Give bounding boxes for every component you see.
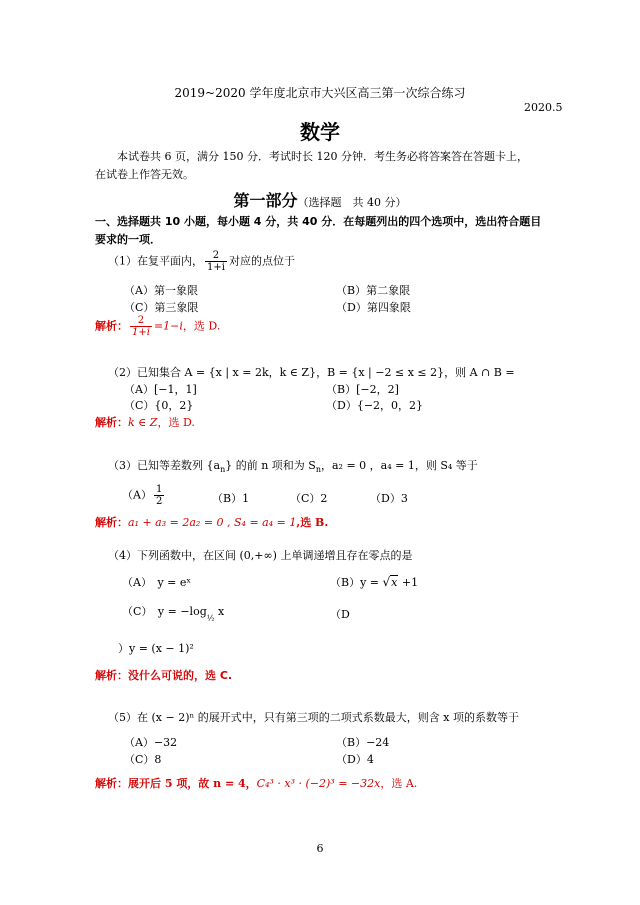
- q5-analysis: 解析：展开后 5 项，故 n = 4，C₄³ · x³ · (−2)³ = −32x，选 A.: [95, 777, 418, 790]
- q1-analysis-fraction: $\frac{2}{1+i}$: [132, 315, 150, 338]
- subject-title: 数学: [300, 120, 340, 144]
- page-number: 6: [316, 842, 324, 855]
- q3-option-b[interactable]: （B）1: [212, 492, 250, 505]
- q5-option-c[interactable]: （C）8: [124, 753, 162, 766]
- q3-option-d[interactable]: （D）3: [370, 492, 408, 505]
- q1-option-d[interactable]: （D）第四象限: [336, 301, 411, 314]
- q4-option-d-continued[interactable]: ）y = (x − 1)²: [118, 642, 194, 655]
- q3-stem: （3）已知等差数列 $\{a_n\}$ 的前 n 项和为 $S_n$，a₂ = 0 ，a₄ = 1，则 S₄ 等于: [108, 459, 478, 474]
- exam-instructions: 本试卷共 6 页，满分 150 分．考试时长 120 分钟．考生务必将答案答在答题卡上，在试卷上作答无效。: [95, 150, 528, 181]
- exam-date: 2020.5: [524, 101, 563, 114]
- exam-title: 2019~2020 学年度北京市大兴区高三第一次综合练习: [174, 86, 466, 100]
- q1-option-c[interactable]: （C）第三象限: [124, 301, 199, 314]
- q4-option-c[interactable]: （C） $y = -\log_{\frac{1}{2}}$ x: [122, 605, 225, 623]
- q1-option-b[interactable]: （B）第二象限: [336, 284, 411, 297]
- q4-stem: （4）下列函数中，在区间 (0,+∞) 上单调递增且存在零点的是: [108, 549, 413, 562]
- q1-fraction: $\frac{2}{1+i}$: [207, 250, 225, 273]
- q4-analysis: 解析：没什么可说的，选 C.: [95, 669, 233, 682]
- q2-analysis: 解析：k ∈ Z，选 D.: [95, 416, 195, 429]
- q5-option-d[interactable]: （D）4: [336, 753, 374, 766]
- q4-option-a[interactable]: （A） y = eˣ: [122, 576, 192, 589]
- part-heading: [0, 188, 640, 211]
- q2-option-c[interactable]: （C）{0，2}: [124, 399, 194, 412]
- q3-option-a[interactable]: （A） $\frac{1}{2}$: [122, 484, 163, 507]
- q5-stem: （5）在 (x − 2)ⁿ 的展开式中，只有第三项的二项式系数最大，则含 x 项的系数等于: [108, 711, 519, 724]
- q5-option-a[interactable]: （A）−32: [124, 736, 178, 749]
- q1-option-a[interactable]: （A）第一象限: [124, 284, 198, 297]
- q4-option-d[interactable]: （D: [330, 608, 350, 621]
- q4-option-b[interactable]: （B）y = √x +1: [330, 575, 419, 589]
- q2-option-a[interactable]: （A）[−1，1]: [124, 383, 197, 396]
- q3-option-c[interactable]: （C）2: [290, 492, 328, 505]
- section-intro: 一、选择题共 10 小题，每小题 4 分，共 40 分．在每题列出的四个选项中，选出符合题目要求的一项．: [95, 215, 542, 246]
- part-note: （选择题 共 40 分）: [297, 196, 407, 209]
- q1-analysis: 解析： $\frac{2}{1+i}$ =1−i，选 D.: [95, 315, 221, 338]
- q2-option-d[interactable]: （D）{−2，0，2}: [326, 399, 424, 412]
- q2-option-b[interactable]: （B）[−2，2]: [326, 383, 399, 396]
- q1-stem: （1）在复平面内， $\frac{2}{1+i}$ 对应的点位于: [108, 250, 295, 273]
- q5-option-b[interactable]: （B）−24: [336, 736, 390, 749]
- part-title: 第一部分: [233, 191, 298, 210]
- q3-analysis: 解析：a₁ + a₃ = 2a₂ = 0 , S₄ = a₄ = 1,选 B.: [95, 516, 329, 529]
- q2-stem: （2）已知集合 A = {x | x = 2k，k ∈ Z}，B = {x | −2 ≤ x ≤ 2}，则 A ∩ B =: [108, 366, 515, 379]
- q3-option-a-fraction: $\frac{1}{2}$: [155, 484, 163, 507]
